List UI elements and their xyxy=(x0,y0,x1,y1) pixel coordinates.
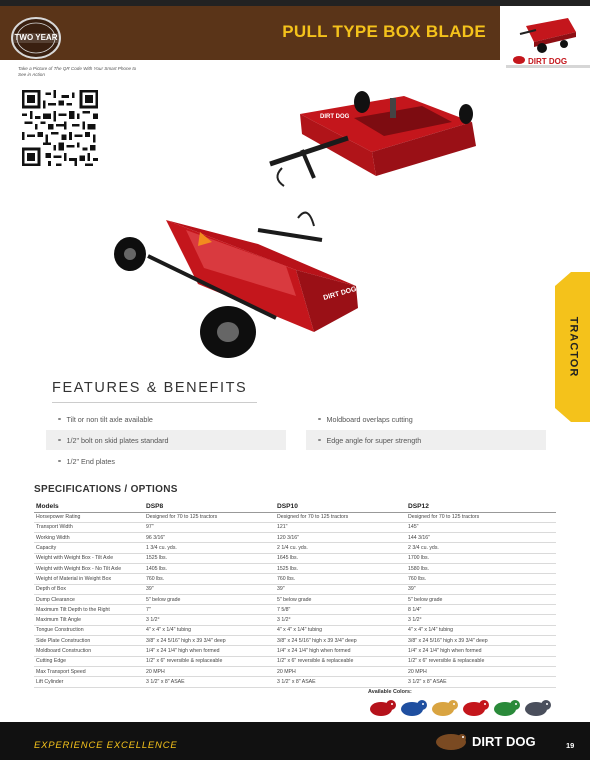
spec-value-cell: 8 1/4" xyxy=(406,605,556,615)
spec-value-cell: 39" xyxy=(144,584,275,594)
spec-value-cell: 5" below grade xyxy=(144,594,275,604)
table-row xyxy=(34,666,556,676)
spec-value-cell: 1/4" x 24 1/4" high when formed xyxy=(406,646,556,656)
color-swatch-dog-icon[interactable] xyxy=(430,696,459,718)
spec-value-cell: 760 lbs. xyxy=(275,574,406,584)
color-swatches xyxy=(368,696,558,718)
header-bar xyxy=(0,6,500,60)
specifications-table xyxy=(34,502,556,688)
spec-value-cell: 7" xyxy=(144,605,275,615)
spec-value-cell: 760 lbs. xyxy=(406,574,556,584)
table-row xyxy=(34,646,556,656)
color-swatch-dog-icon[interactable] xyxy=(492,696,521,718)
specifications-heading: SPECIFICATIONS / OPTIONS xyxy=(34,484,178,495)
spec-value-cell: 20 MPH xyxy=(275,666,406,676)
spec-value-cell: 1/2" x 6" reversible & replaceable xyxy=(406,656,556,666)
spec-value-cell: 3 1/2° xyxy=(275,615,406,625)
spec-label-cell: Side Plate Construction xyxy=(34,636,144,646)
table-row xyxy=(34,615,556,625)
spec-label-cell: Lift Cylinder xyxy=(34,677,144,687)
box-blade-image-front xyxy=(108,196,364,360)
table-row xyxy=(34,584,556,594)
spec-value-cell: 1/2" x 6" reversible & replaceable xyxy=(275,656,406,666)
box-blade-image-rear xyxy=(262,88,492,200)
column-header: DSP8 xyxy=(144,502,275,512)
table-row xyxy=(34,533,556,543)
footer-tagline: EXPERIENCE EXCELLENCE xyxy=(34,740,178,751)
spec-label-cell: Dump Clearance xyxy=(34,594,144,604)
table-row xyxy=(34,656,556,666)
spec-value-cell: 3/8" x 24 5/16" high x 39 3/4" deep xyxy=(275,636,406,646)
feature-item: Moldboard overlaps cutting xyxy=(306,409,546,429)
spec-label-cell: Transport Width xyxy=(34,522,144,532)
svg-text:DIRT DOG: DIRT DOG xyxy=(320,114,350,120)
table-row xyxy=(34,574,556,584)
spec-value-cell: 3 1/2" x 8" ASAE xyxy=(275,677,406,687)
available-colors-label: Available Colors: xyxy=(368,689,412,695)
spec-value-cell: 3/8" x 24 5/16" high x 39 3/4" deep xyxy=(144,636,275,646)
table-row xyxy=(34,625,556,635)
spec-value-cell: 121" xyxy=(275,522,406,532)
bullet-icon xyxy=(58,460,61,463)
spec-label-cell: Working Width xyxy=(34,533,144,543)
spec-label-cell: Maximum Tilt Depth to the Right xyxy=(34,605,144,615)
features-divider xyxy=(52,402,257,403)
spec-value-cell: 3 1/2" x 8" ASAE xyxy=(406,677,556,687)
qr-caption: Take a Picture of The QR Code With Your Smart Phone to See in Action xyxy=(18,66,137,77)
spec-value-cell: 1405 lbs. xyxy=(144,563,275,573)
spec-value-cell: 1/4" x 24 1/4" high when formed xyxy=(144,646,275,656)
table-row xyxy=(34,677,556,687)
spec-value-cell: 20 MPH xyxy=(144,666,275,676)
spec-label-cell: Depth of Box xyxy=(34,584,144,594)
spec-value-cell: 2 3/4 cu. yds. xyxy=(406,543,556,553)
spec-label-cell: Tongue Construction xyxy=(34,625,144,635)
table-row xyxy=(34,636,556,646)
qr-code-icon[interactable] xyxy=(22,90,98,166)
table-row xyxy=(34,553,556,563)
spec-value-cell: 4" x 4" x 1/4" tubing xyxy=(406,625,556,635)
spec-label-cell: Horsepower Rating xyxy=(34,512,144,522)
features-heading: FEATURES & BENEFITS xyxy=(52,380,248,396)
thumbnail-logo-text: DIRT DOG xyxy=(528,57,568,66)
table-row xyxy=(34,522,556,532)
page-number: 19 xyxy=(566,741,575,750)
bullet-icon xyxy=(58,439,61,442)
footer-logo-text: DIRT DOG xyxy=(472,734,536,749)
spec-value-cell: 4" x 4" x 1/4" tubing xyxy=(144,625,275,635)
color-swatch-dog-icon[interactable] xyxy=(523,696,552,718)
category-tab-label: TRACTOR xyxy=(567,316,580,378)
spec-value-cell: 3 1/2° xyxy=(144,615,275,625)
bullet-icon xyxy=(58,418,61,421)
feature-item: 1/2" bolt on skid plates standard xyxy=(46,430,286,450)
spec-value-cell: 97" xyxy=(144,522,275,532)
spec-value-cell: 1700 lbs. xyxy=(406,553,556,563)
dog-logo-icon xyxy=(512,55,526,65)
column-header: DSP12 xyxy=(406,502,556,512)
color-swatch-dog-icon[interactable] xyxy=(399,696,428,718)
color-swatch-dog-icon[interactable] xyxy=(461,696,490,718)
table-row xyxy=(34,563,556,573)
svg-text:DIRT DOG: DIRT DOG xyxy=(322,285,358,302)
spec-value-cell: 145" xyxy=(406,522,556,532)
spec-value-cell: 1/4" x 24 1/4" high when formed xyxy=(275,646,406,656)
spec-value-cell: 5" below grade xyxy=(406,594,556,604)
spec-label-cell: Maximum Tilt Angle xyxy=(34,615,144,625)
spec-value-cell: Designed for 70 to 125 tractors xyxy=(275,512,406,522)
spec-value-cell: 5" below grade xyxy=(275,594,406,604)
spec-value-cell: Designed for 70 to 125 tractors xyxy=(406,512,556,522)
spec-label-cell: Moldboard Construction xyxy=(34,646,144,656)
feature-item: Tilt or non tilt axle available xyxy=(46,409,286,429)
spec-value-cell: 760 lbs. xyxy=(144,574,275,584)
spec-value-cell: 3 1/2" x 8" ASAE xyxy=(144,677,275,687)
spec-value-cell: 1580 lbs. xyxy=(406,563,556,573)
spec-value-cell: 120 3/16" xyxy=(275,533,406,543)
spec-value-cell: 1525 lbs. xyxy=(275,563,406,573)
spec-value-cell: 2 1/4 cu. yds. xyxy=(275,543,406,553)
badge-label: TWO YEAR xyxy=(14,33,58,42)
spec-value-cell: 1645 lbs. xyxy=(275,553,406,563)
column-header: Models xyxy=(34,502,144,512)
table-row xyxy=(34,605,556,615)
spec-label-cell: Weight with Weight Box - Tilt Axle xyxy=(34,553,144,563)
spec-value-cell: 39" xyxy=(275,584,406,594)
spec-value-cell: 20 MPH xyxy=(406,666,556,676)
spec-value-cell: 144 3/16" xyxy=(406,533,556,543)
spec-value-cell: 39" xyxy=(406,584,556,594)
spec-label-cell: Cutting Edge xyxy=(34,656,144,666)
spec-value-cell: 96 3/16" xyxy=(144,533,275,543)
spec-value-cell: Designed for 70 to 125 tractors xyxy=(144,512,275,522)
table-header-row xyxy=(34,502,556,512)
spec-value-cell: 4" x 4" x 1/4" tubing xyxy=(275,625,406,635)
color-swatch-dog-icon[interactable] xyxy=(368,696,397,718)
spec-value-cell: 1 3/4 cu. yds. xyxy=(144,543,275,553)
spec-label-cell: Capacity xyxy=(34,543,144,553)
spec-label-cell: Weight with Weight Box - No Tilt Axle xyxy=(34,563,144,573)
spec-value-cell: 7 5/8" xyxy=(275,605,406,615)
page-title: PULL TYPE BOX BLADE xyxy=(282,22,486,41)
spec-value-cell: 1525 lbs. xyxy=(144,553,275,563)
spec-value-cell: 3/8" x 24 5/16" high x 39 3/4" deep xyxy=(406,636,556,646)
spec-value-cell: 3 1/2° xyxy=(406,615,556,625)
spec-label-cell: Weight of Material in Weight Box xyxy=(34,574,144,584)
table-row xyxy=(34,543,556,553)
feature-item: Edge angle for super strength xyxy=(306,430,546,450)
dirt-dog-logo-icon xyxy=(434,731,468,751)
bullet-icon xyxy=(318,439,321,442)
table-row xyxy=(34,512,556,522)
box-blade-thumbnail-icon xyxy=(506,6,590,62)
bullet-icon xyxy=(318,418,321,421)
table-row xyxy=(34,594,556,604)
column-header: DSP10 xyxy=(275,502,406,512)
spec-label-cell: Max Transport Speed xyxy=(34,666,144,676)
spec-value-cell: 1/2" x 6" reversible & replaceable xyxy=(144,656,275,666)
feature-item: 1/2" End plates xyxy=(46,451,286,471)
